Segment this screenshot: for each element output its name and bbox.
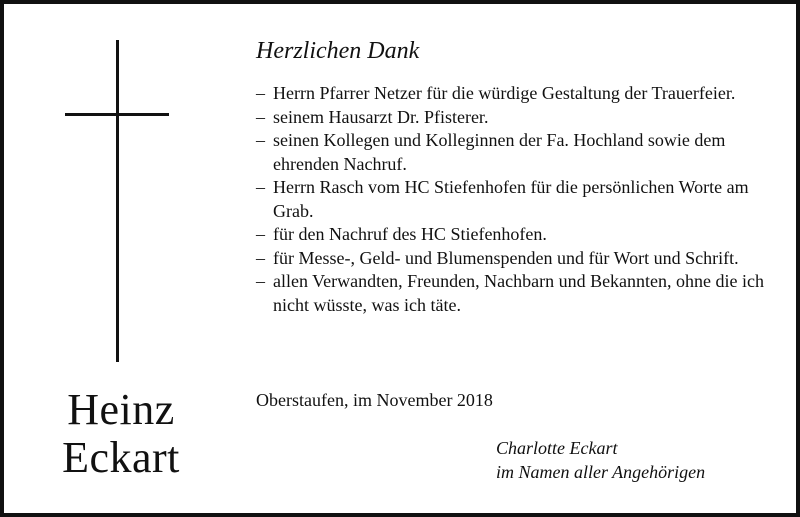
thanks-item [256,223,766,247]
thanks-item-text: für den Nachruf des HC Stiefenhofen. [273,224,547,244]
place-date: Oberstaufen, im November 2018 [256,390,493,410]
thanks-item-text: seinem Hausarzt Dr. Pfisterer. [273,106,489,127]
thanks-item [256,106,766,130]
thanks-item-text: Herrn Rasch vom HC Stiefenhofen für die persönlichen Worte am Grab. [273,177,749,221]
dash-bullet: – [256,247,265,268]
thanks-list [256,82,766,317]
deceased-name [36,386,206,482]
signature-name: Charlotte Eckart [496,438,618,458]
thanks-item [256,129,766,176]
thanks-item-text: für Messe-, Geld- und Blumenspenden und für Wort und Schrift. [273,247,739,268]
signature [496,436,705,484]
cross-icon [62,40,172,362]
dash-bullet: – [256,106,265,127]
thanks-item [256,82,766,106]
dash-bullet: – [256,224,265,244]
dash-bullet: – [256,177,265,197]
dash-bullet: – [256,271,265,291]
deceased-first-name: Heinz [67,385,175,434]
dash-bullet: – [256,130,265,150]
deceased-last-name: Eckart [62,433,180,482]
cross-vertical-bar [116,40,119,362]
thanks-item [256,270,766,317]
dash-bullet: – [256,83,265,103]
thanks-item-text: Herrn Pfarrer Netzer für die würdige Gestaltung der Trauerfeier. [273,83,736,103]
cross-horizontal-bar [65,113,169,116]
thanks-item-text: allen Verwandten, Freunden, Nachbarn und Bekannten, ohne die ich nicht wüsste, was ich täte. [273,271,765,315]
signature-relation: im Namen aller Angehörigen [496,462,706,482]
thanks-item [256,176,766,223]
thanks-item [256,247,766,271]
thanks-heading: Herzlichen Dank [256,38,420,64]
thanks-item-text: seinen Kollegen und Kolleginnen der Fa. Hochland sowie dem ehrenden Nachruf. [273,130,726,174]
